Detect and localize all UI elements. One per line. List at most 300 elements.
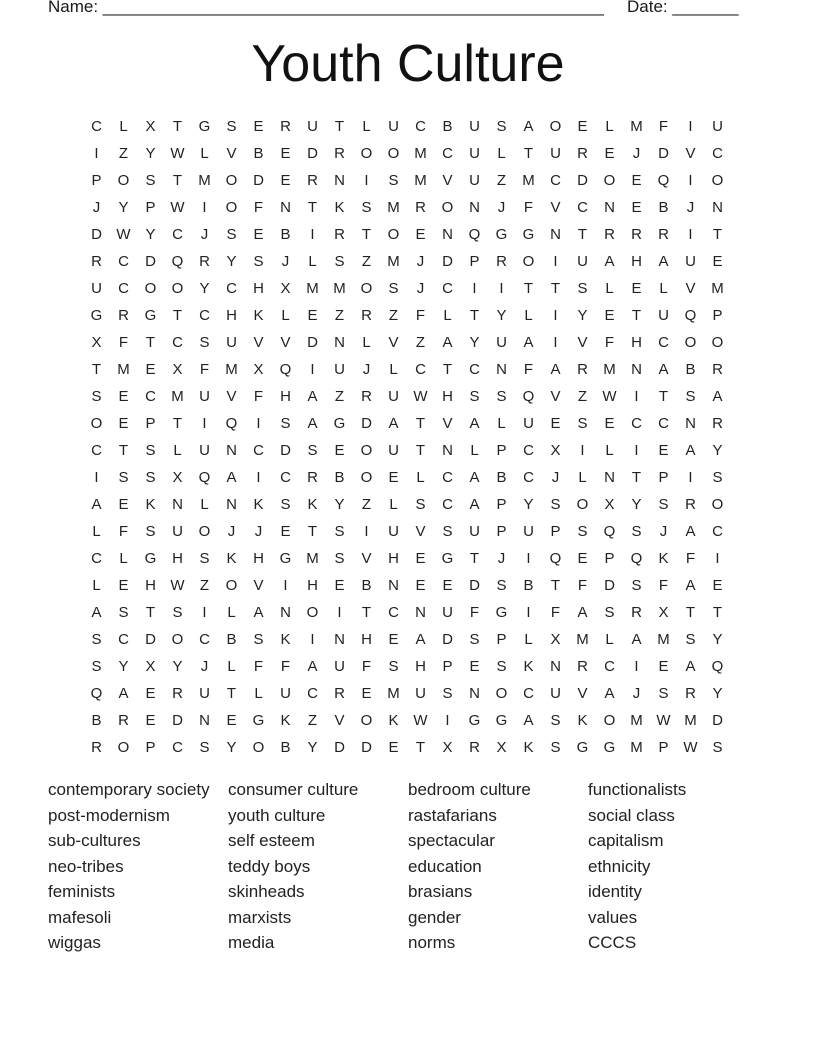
grid-cell: F bbox=[253, 199, 264, 216]
grid-cell: L bbox=[524, 631, 533, 648]
grid-cell: P bbox=[145, 199, 156, 216]
word-list-item: functionalists bbox=[588, 780, 687, 799]
word-list-item: mafesoli bbox=[48, 907, 112, 927]
grid-cell: C bbox=[658, 415, 669, 432]
word-list-item: consumer culture bbox=[228, 780, 359, 799]
grid-cell: H bbox=[361, 631, 372, 648]
grid-cell: O bbox=[252, 739, 265, 756]
grid-cell: O bbox=[117, 172, 130, 189]
grid-cell: O bbox=[360, 280, 373, 297]
grid-cell: J bbox=[254, 523, 263, 540]
grid-cell: N bbox=[172, 496, 183, 513]
grid-cell: S bbox=[334, 550, 345, 567]
grid-cell: U bbox=[469, 172, 480, 189]
grid-cell: C bbox=[199, 631, 210, 648]
grid-cell: S bbox=[496, 118, 507, 135]
grid-cell: C bbox=[226, 280, 237, 297]
grid-cell: S bbox=[172, 604, 183, 621]
grid-cell: S bbox=[199, 334, 210, 351]
grid-cell: M bbox=[117, 361, 130, 378]
grid-cell: K bbox=[253, 496, 264, 513]
grid-cell: T bbox=[172, 172, 183, 189]
grid-cell: S bbox=[199, 739, 210, 756]
grid-cell: A bbox=[118, 685, 129, 702]
grid-cell: Q bbox=[279, 361, 292, 378]
grid-cell: C bbox=[91, 442, 102, 459]
grid-cell: P bbox=[496, 631, 507, 648]
grid-cell: E bbox=[388, 631, 399, 648]
grid-cell: S bbox=[685, 388, 696, 405]
grid-cell: J bbox=[362, 361, 371, 378]
grid-cell: A bbox=[523, 334, 534, 351]
word-list-item: capitalism bbox=[588, 831, 664, 850]
grid-cell: K bbox=[280, 631, 291, 648]
grid-cell: E bbox=[253, 118, 264, 135]
grid-cell: E bbox=[280, 172, 291, 189]
grid-cell: T bbox=[550, 280, 561, 297]
grid-cell: B bbox=[226, 631, 237, 648]
grid-cell: G bbox=[495, 712, 508, 729]
grid-cell: Y bbox=[334, 496, 345, 513]
grid-cell: T bbox=[226, 685, 237, 702]
grid-cell: L bbox=[362, 118, 371, 135]
word-list-item: social class bbox=[588, 805, 675, 825]
grid-cell: Z bbox=[118, 145, 129, 162]
grid-cell: Q bbox=[90, 685, 103, 702]
grid-cell: L bbox=[389, 361, 398, 378]
grid-cell: R bbox=[631, 604, 642, 621]
grid-cell: G bbox=[279, 550, 292, 567]
grid-cell: Y bbox=[199, 280, 210, 297]
grid-cell: F bbox=[469, 604, 480, 621]
grid-cell: S bbox=[334, 253, 345, 270]
grid-cell: Q bbox=[657, 172, 670, 189]
grid-cell: J bbox=[200, 658, 209, 675]
grid-cell: A bbox=[712, 388, 723, 405]
grid-cell: N bbox=[415, 604, 426, 621]
grid-cell: O bbox=[711, 172, 724, 189]
grid-cell: Z bbox=[361, 253, 372, 270]
grid-cell: V bbox=[550, 388, 561, 405]
grid-cell: E bbox=[145, 361, 156, 378]
grid-cell: H bbox=[631, 334, 642, 351]
grid-cell: I bbox=[310, 226, 315, 243]
grid-cell: T bbox=[145, 334, 156, 351]
grid-cell: I bbox=[499, 280, 504, 297]
grid-cell: N bbox=[631, 361, 642, 378]
grid-cell: S bbox=[496, 577, 507, 594]
grid-cell: L bbox=[605, 118, 614, 135]
grid-cell: U bbox=[199, 388, 210, 405]
grid-cell: P bbox=[496, 523, 507, 540]
grid-cell: U bbox=[334, 361, 345, 378]
grid-cell: S bbox=[145, 442, 156, 459]
grid-cell: E bbox=[712, 577, 723, 594]
grid-cell: R bbox=[307, 469, 318, 486]
grid-cell: E bbox=[415, 226, 426, 243]
grid-cell: Z bbox=[388, 307, 399, 324]
grid-cell: J bbox=[632, 145, 641, 162]
grid-cell: Y bbox=[712, 631, 723, 648]
grid-cell: J bbox=[659, 523, 668, 540]
grid-cell: C bbox=[199, 307, 210, 324]
grid-cell: S bbox=[631, 523, 642, 540]
grid-cell: F bbox=[604, 334, 615, 351]
grid-cell: T bbox=[712, 604, 723, 621]
grid-cell: R bbox=[712, 415, 723, 432]
grid-cell: I bbox=[94, 469, 99, 486]
grid-cell: J bbox=[686, 199, 695, 216]
grid-cell: F bbox=[685, 550, 696, 567]
grid-cell: F bbox=[253, 658, 264, 675]
grid-cell: B bbox=[361, 577, 372, 594]
grid-cell: D bbox=[442, 631, 453, 648]
grid-cell: Y bbox=[712, 442, 723, 459]
date-field: Date: _______ bbox=[627, 0, 739, 16]
grid-cell: M bbox=[414, 172, 427, 189]
grid-cell: E bbox=[388, 469, 399, 486]
grid-cell: O bbox=[603, 172, 616, 189]
grid-cell: O bbox=[576, 496, 589, 513]
grid-cell: D bbox=[577, 172, 588, 189]
grid-cell: S bbox=[577, 415, 588, 432]
grid-cell: R bbox=[307, 172, 318, 189]
grid-cell: C bbox=[307, 685, 318, 702]
grid-cell: C bbox=[550, 172, 561, 189]
grid-cell: S bbox=[442, 523, 453, 540]
grid-cell: A bbox=[91, 496, 102, 513]
grid-cell: Z bbox=[199, 577, 210, 594]
grid-cell: E bbox=[334, 577, 345, 594]
grid-cell: C bbox=[469, 361, 480, 378]
grid-cell: F bbox=[118, 334, 129, 351]
grid-cell: J bbox=[416, 253, 425, 270]
grid-cell: P bbox=[658, 739, 669, 756]
grid-cell: O bbox=[522, 253, 535, 270]
grid-cell: Q bbox=[630, 550, 643, 567]
grid-cell: T bbox=[523, 280, 534, 297]
grid-cell: F bbox=[523, 361, 534, 378]
grid-cell: J bbox=[92, 199, 101, 216]
grid-cell: O bbox=[387, 226, 400, 243]
grid-cell: E bbox=[658, 658, 669, 675]
grid-cell: W bbox=[602, 388, 617, 405]
grid-cell: S bbox=[550, 496, 561, 513]
grid-cell: M bbox=[306, 550, 319, 567]
grid-cell: S bbox=[118, 604, 129, 621]
grid-cell: S bbox=[658, 496, 669, 513]
grid-cell: H bbox=[631, 253, 642, 270]
grid-cell: I bbox=[688, 226, 693, 243]
grid-cell: E bbox=[226, 712, 237, 729]
grid-cell: U bbox=[442, 604, 453, 621]
grid-cell: V bbox=[226, 388, 237, 405]
word-list-item: marxists bbox=[228, 907, 292, 927]
grid-cell: I bbox=[634, 388, 639, 405]
grid-cell: T bbox=[172, 118, 183, 135]
grid-cell: P bbox=[469, 253, 480, 270]
grid-cell: F bbox=[199, 361, 210, 378]
grid-cell: M bbox=[684, 712, 697, 729]
grid-cell: C bbox=[712, 145, 723, 162]
grid-cell: A bbox=[469, 415, 480, 432]
grid-cell: E bbox=[280, 145, 291, 162]
grid-cell: H bbox=[253, 280, 264, 297]
grid-cell: E bbox=[712, 253, 723, 270]
grid-cell: S bbox=[91, 631, 102, 648]
grid-cell: R bbox=[469, 739, 480, 756]
grid-cell: T bbox=[631, 307, 642, 324]
grid-cell: B bbox=[685, 361, 696, 378]
grid-cell: C bbox=[118, 253, 129, 270]
grid-cell: C bbox=[442, 145, 453, 162]
grid-cell: O bbox=[225, 172, 238, 189]
grid-cell: L bbox=[200, 145, 209, 162]
grid-cell: N bbox=[712, 199, 723, 216]
grid-cell: R bbox=[496, 253, 507, 270]
grid-cell: T bbox=[712, 226, 723, 243]
grid-cell: S bbox=[442, 685, 453, 702]
grid-cell: X bbox=[550, 631, 561, 648]
grid-cell: D bbox=[361, 415, 372, 432]
grid-cell: A bbox=[685, 442, 696, 459]
grid-cell: R bbox=[118, 712, 129, 729]
grid-cell: Q bbox=[711, 658, 724, 675]
grid-cell: M bbox=[225, 361, 238, 378]
grid-cell: R bbox=[361, 388, 372, 405]
grid-cell: X bbox=[145, 658, 156, 675]
grid-cell: M bbox=[198, 172, 211, 189]
grid-cell: S bbox=[685, 631, 696, 648]
grid-cell: T bbox=[469, 307, 480, 324]
grid-cell: D bbox=[307, 334, 318, 351]
grid-cell: C bbox=[415, 361, 426, 378]
grid-cell: W bbox=[170, 145, 185, 162]
grid-cell: C bbox=[172, 739, 183, 756]
grid-cell: V bbox=[361, 550, 372, 567]
grid-cell: Q bbox=[522, 388, 535, 405]
grid-cell: V bbox=[280, 334, 291, 351]
grid-cell: B bbox=[658, 199, 669, 216]
grid-cell: H bbox=[145, 577, 156, 594]
grid-cell: E bbox=[604, 307, 615, 324]
grid-cell: R bbox=[172, 685, 183, 702]
grid-cell: A bbox=[523, 118, 534, 135]
grid-cell: I bbox=[688, 469, 693, 486]
grid-cell: F bbox=[577, 577, 588, 594]
grid-cell: C bbox=[118, 631, 129, 648]
grid-cell: X bbox=[280, 280, 291, 297]
word-list-item: spectacular bbox=[408, 831, 495, 850]
grid-cell: P bbox=[712, 307, 723, 324]
grid-cell: P bbox=[550, 523, 561, 540]
grid-cell: C bbox=[604, 658, 615, 675]
grid-cell: G bbox=[144, 307, 157, 324]
grid-cell: P bbox=[442, 658, 453, 675]
grid-cell: U bbox=[550, 145, 561, 162]
grid-cell: U bbox=[307, 118, 318, 135]
grid-cell: D bbox=[604, 577, 615, 594]
grid-cell: O bbox=[495, 685, 508, 702]
grid-cell: U bbox=[199, 685, 210, 702]
grid-cell: X bbox=[91, 334, 102, 351]
grid-cell: O bbox=[360, 145, 373, 162]
grid-cell: V bbox=[334, 712, 345, 729]
grid-cell: N bbox=[442, 442, 453, 459]
grid-cell: Y bbox=[145, 145, 156, 162]
grid-cell: L bbox=[389, 496, 398, 513]
grid-cell: Q bbox=[549, 550, 562, 567]
grid-cell: L bbox=[605, 280, 614, 297]
grid-cell: U bbox=[658, 307, 669, 324]
grid-cell: B bbox=[442, 118, 453, 135]
grid-cell: B bbox=[91, 712, 102, 729]
grid-cell: Q bbox=[603, 523, 616, 540]
grid-cell: A bbox=[631, 631, 642, 648]
grid-cell: N bbox=[334, 334, 345, 351]
grid-cell: S bbox=[712, 469, 723, 486]
grid-cell: M bbox=[522, 172, 535, 189]
grid-cell: D bbox=[361, 739, 372, 756]
grid-cell: C bbox=[442, 496, 453, 513]
grid-cell: H bbox=[307, 577, 318, 594]
grid-cell: U bbox=[388, 442, 399, 459]
grid-cell: C bbox=[631, 415, 642, 432]
word-list-item: bedroom culture bbox=[408, 780, 531, 799]
grid-cell: R bbox=[658, 226, 669, 243]
grid-cell: S bbox=[631, 577, 642, 594]
grid-cell: X bbox=[604, 496, 615, 513]
grid-cell: Q bbox=[198, 469, 211, 486]
grid-cell: A bbox=[388, 415, 399, 432]
grid-cell: U bbox=[523, 523, 534, 540]
grid-cell: G bbox=[495, 226, 508, 243]
grid-cell: N bbox=[604, 199, 615, 216]
grid-cell: I bbox=[202, 415, 207, 432]
grid-cell: K bbox=[658, 550, 669, 567]
grid-cell: S bbox=[496, 388, 507, 405]
grid-cell: C bbox=[523, 685, 534, 702]
grid-cell: S bbox=[226, 118, 237, 135]
grid-cell: S bbox=[280, 496, 291, 513]
word-list bbox=[48, 779, 788, 958]
word-list-item: norms bbox=[408, 933, 456, 952]
grid-cell: E bbox=[631, 199, 642, 216]
grid-cell: L bbox=[92, 577, 101, 594]
grid-cell: F bbox=[361, 658, 372, 675]
grid-cell: D bbox=[442, 253, 453, 270]
grid-cell: Q bbox=[171, 253, 184, 270]
grid-cell: F bbox=[253, 388, 264, 405]
grid-cell: I bbox=[688, 118, 693, 135]
grid-cell: U bbox=[388, 388, 399, 405]
grid-cell: E bbox=[388, 739, 399, 756]
grid-cell: T bbox=[91, 361, 102, 378]
grid-cell: O bbox=[684, 334, 697, 351]
grid-cell: A bbox=[442, 334, 453, 351]
grid-cell: S bbox=[334, 523, 345, 540]
grid-cell: T bbox=[415, 739, 426, 756]
grid-cell: T bbox=[334, 118, 345, 135]
grid-cell: H bbox=[415, 658, 426, 675]
grid-cell: A bbox=[658, 361, 669, 378]
grid-cell: T bbox=[172, 307, 183, 324]
grid-cell: E bbox=[631, 280, 642, 297]
grid-cell: Z bbox=[334, 307, 345, 324]
grid-cell: S bbox=[307, 442, 318, 459]
grid-cell: L bbox=[659, 280, 668, 297]
grid-cell: E bbox=[469, 658, 480, 675]
grid-cell: L bbox=[119, 118, 128, 135]
grid-cell: U bbox=[280, 685, 291, 702]
grid-cell: U bbox=[334, 658, 345, 675]
grid-cell: L bbox=[227, 658, 236, 675]
grid-cell: C bbox=[523, 442, 534, 459]
grid-cell: K bbox=[253, 307, 264, 324]
grid-cell: L bbox=[578, 469, 587, 486]
grid-cell: S bbox=[388, 280, 399, 297]
grid-cell: X bbox=[496, 739, 507, 756]
grid-cell: D bbox=[145, 631, 156, 648]
grid-cell: U bbox=[199, 442, 210, 459]
grid-cell: O bbox=[549, 118, 562, 135]
grid-cell: E bbox=[118, 415, 129, 432]
grid-cell: N bbox=[442, 226, 453, 243]
grid-cell: R bbox=[361, 307, 372, 324]
grid-cell: L bbox=[497, 415, 506, 432]
grid-cell: U bbox=[496, 334, 507, 351]
grid-cell: O bbox=[171, 631, 184, 648]
grid-cell: U bbox=[469, 523, 480, 540]
grid-cell: A bbox=[253, 604, 264, 621]
grid-cell: K bbox=[388, 712, 399, 729]
grid-cell: C bbox=[577, 199, 588, 216]
grid-cell: C bbox=[145, 388, 156, 405]
grid-cell: E bbox=[253, 226, 264, 243]
grid-cell: R bbox=[712, 361, 723, 378]
grid-cell: A bbox=[307, 388, 318, 405]
grid-cell: T bbox=[361, 604, 372, 621]
grid-cell: O bbox=[117, 739, 130, 756]
grid-cell: A bbox=[577, 604, 588, 621]
grid-cell: T bbox=[577, 226, 588, 243]
grid-cell: T bbox=[523, 145, 534, 162]
grid-cell: W bbox=[170, 199, 185, 216]
grid-cell: J bbox=[416, 280, 425, 297]
grid-cell: U bbox=[469, 118, 480, 135]
grid-cell: Z bbox=[496, 172, 507, 189]
grid-cell: H bbox=[226, 307, 237, 324]
grid-cell: K bbox=[523, 658, 534, 675]
word-list-item: values bbox=[588, 907, 638, 927]
grid-cell: P bbox=[604, 550, 615, 567]
grid-cell: I bbox=[580, 442, 585, 459]
grid-cell: O bbox=[387, 145, 400, 162]
grid-cell: Q bbox=[225, 415, 238, 432]
grid-cell: Y bbox=[226, 253, 237, 270]
grid-cell: X bbox=[172, 469, 183, 486]
grid-cell: V bbox=[550, 199, 561, 216]
grid-cell: C bbox=[415, 118, 426, 135]
grid-cell: Y bbox=[226, 739, 237, 756]
grid-cell: U bbox=[712, 118, 723, 135]
grid-cell: W bbox=[683, 739, 698, 756]
grid-cell: T bbox=[631, 469, 642, 486]
grid-cell: R bbox=[334, 145, 345, 162]
grid-cell: Y bbox=[307, 739, 318, 756]
grid-cell: N bbox=[550, 658, 561, 675]
grid-cell: R bbox=[577, 145, 588, 162]
